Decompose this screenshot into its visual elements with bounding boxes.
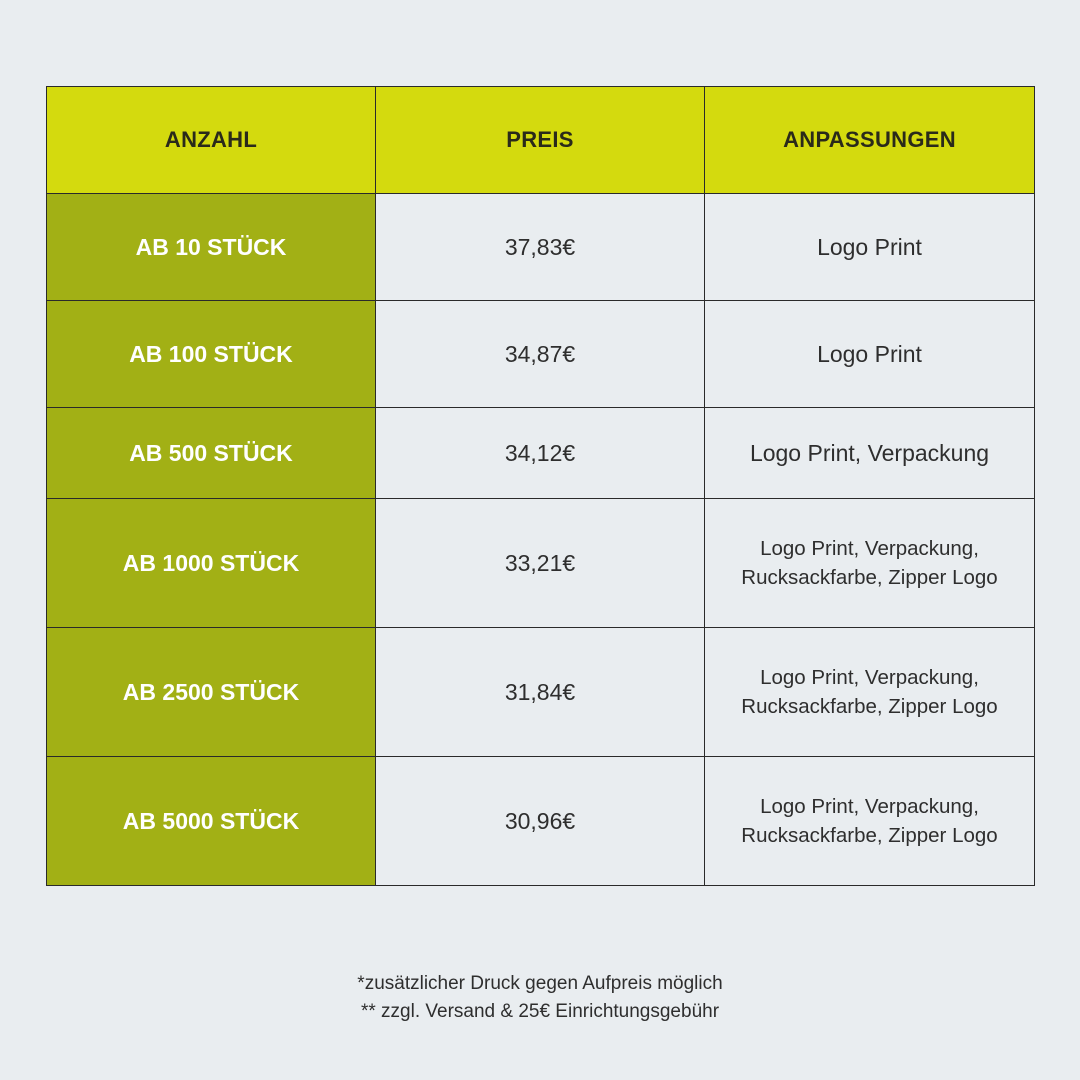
table-row [47,757,1035,886]
customization-cell [705,499,1035,628]
price-cell: 31,84€ [376,628,705,757]
quantity-cell: AB 500 STÜCK [47,408,376,499]
quantity-cell: AB 100 STÜCK [47,301,376,408]
customization-cell [705,301,1035,408]
table-row [47,408,1035,499]
customization-line: Logo Print [817,340,922,367]
footnote-surcharge: *zusätzlicher Druck gegen Aufpreis möglich [357,973,723,994]
header-preis: PREIS [376,87,705,194]
table-row [47,301,1035,408]
table-header-row [47,87,1035,194]
customization-cell [705,194,1035,301]
table-row [47,628,1035,757]
customization-line: Rucksackfarbe, Zipper Logo [741,695,998,718]
customization-line: Logo Print, Verpackung [749,439,990,466]
customization-line: Rucksackfarbe, Zipper Logo [741,566,998,589]
quantity-cell: AB 10 STÜCK [47,194,376,301]
customization-line: Logo Print, Verpackung, [760,795,979,818]
price-cell: 37,83€ [376,194,705,301]
customization-cell [705,757,1035,886]
customization-line: Logo Print [817,233,922,260]
price-cell: 34,87€ [376,301,705,408]
price-table [46,86,1035,886]
quantity-cell: AB 5000 STÜCK [47,757,376,886]
footnotes [0,970,1080,1026]
price-cell: 33,21€ [376,499,705,628]
customization-cell [705,408,1035,499]
customization-line: Rucksackfarbe, Zipper Logo [741,824,998,847]
footnote-shipping: ** zzgl. Versand & 25€ Einrichtungsgebühr [360,1001,720,1022]
header-anpassungen: ANPASSUNGEN [705,87,1035,194]
header-anzahl: ANZAHL [47,87,376,194]
customization-line: Logo Print, Verpackung, [760,537,979,560]
price-cell: 34,12€ [376,408,705,499]
price-cell: 30,96€ [376,757,705,886]
quantity-cell: AB 2500 STÜCK [47,628,376,757]
table-row [47,499,1035,628]
table-row [47,194,1035,301]
customization-line: Logo Print, Verpackung, [760,666,979,689]
customization-cell [705,628,1035,757]
quantity-cell: AB 1000 STÜCK [47,499,376,628]
